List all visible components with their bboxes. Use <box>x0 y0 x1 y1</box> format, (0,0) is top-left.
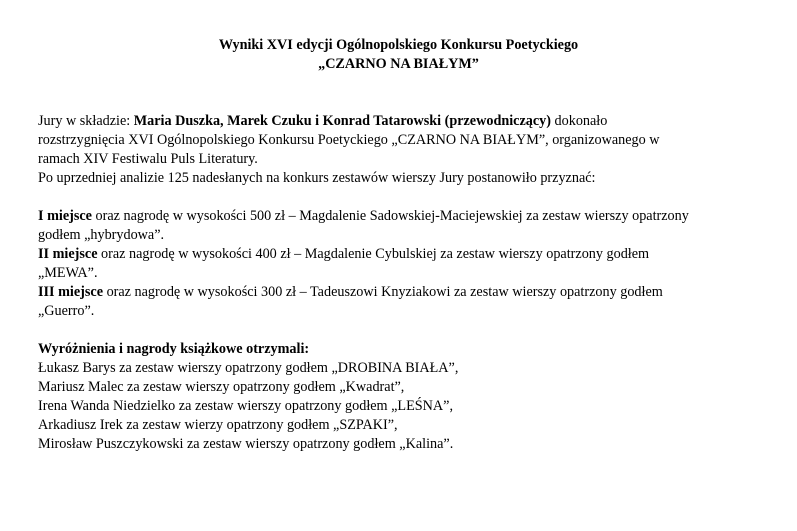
award-2-text: oraz nagrodę w wysokości 400 zł – Magdalenie Cybulskiej za zestaw wierszy opatrzony godłem <box>97 246 650 262</box>
award-2-line-1 <box>38 245 689 264</box>
award-1-line-1 <box>38 207 689 226</box>
award-2-place: II miejsce <box>38 246 98 262</box>
intro-suffix: dokonało <box>550 113 608 129</box>
intro-line-4: Po uprzedniej analizie 125 nadesłanych na konkurs zestawów wierszy Jury postanowiło przyznać: <box>38 170 596 186</box>
award-1-place: I miejsce <box>38 208 92 224</box>
honors-heading-text: Wyróżnienia i nagrody książkowe otrzymali: <box>38 341 310 357</box>
honor-item: Łukasz Barys za zestaw wierszy opatrzony godłem „DROBINA BIAŁA”, <box>38 360 459 376</box>
honor-item: Arkadiusz Irek za zestaw wierzy opatrzony godłem „SZPAKI”, <box>38 417 398 433</box>
award-1-line-2: godłem „hybrydowa”. <box>38 227 165 243</box>
honor-item: Mirosław Puszczykowski za zestaw wierszy opatrzony godłem „Kalina”. <box>38 436 454 452</box>
intro-line-1 <box>38 112 689 131</box>
spacer <box>38 321 689 340</box>
honors-heading <box>38 340 689 359</box>
intro-prefix: Jury w składzie: <box>38 113 134 129</box>
award-1-text: oraz nagrodę w wysokości 500 zł – Magdalenie Sadowskiej-Maciejewskiej za zestaw wierszy opatrzony <box>91 208 689 224</box>
title-line-2: „CZARNO NA BIAŁYM” <box>318 56 479 72</box>
award-3-line-1 <box>38 283 689 302</box>
intro-line-3: ramach XIV Festiwalu Puls Literatury. <box>38 151 258 167</box>
award-3-place: III miejsce <box>38 284 104 300</box>
honor-item: Irena Wanda Niedzielko za zestaw wierszy opatrzony godłem „LEŚNA”, <box>38 398 453 414</box>
spacer <box>38 188 689 207</box>
award-3-line-2: „Guerro”. <box>38 303 95 319</box>
jury-names: Maria Duszka, Marek Czuku i Konrad Tatarowski (przewodniczący) <box>133 113 551 129</box>
title-line-1: Wyniki XVI edycji Ogólnopolskiego Konkursu Poetyckiego <box>218 37 579 53</box>
honor-item: Mariusz Malec za zestaw wierszy opatrzony godłem „Kwadrat”, <box>38 379 405 395</box>
award-3-text: oraz nagrodę w wysokości 300 zł – Tadeuszowi Knyziakowi za zestaw wierszy opatrzony godłem <box>103 284 663 300</box>
intro-line-2: rozstrzygnięcia XVI Ogólnopolskiego Konkursu Poetyckiego „CZARNO NA BIAŁYM”, organizowanego w <box>38 132 660 148</box>
award-2-line-2: „MEWA”. <box>38 265 98 281</box>
